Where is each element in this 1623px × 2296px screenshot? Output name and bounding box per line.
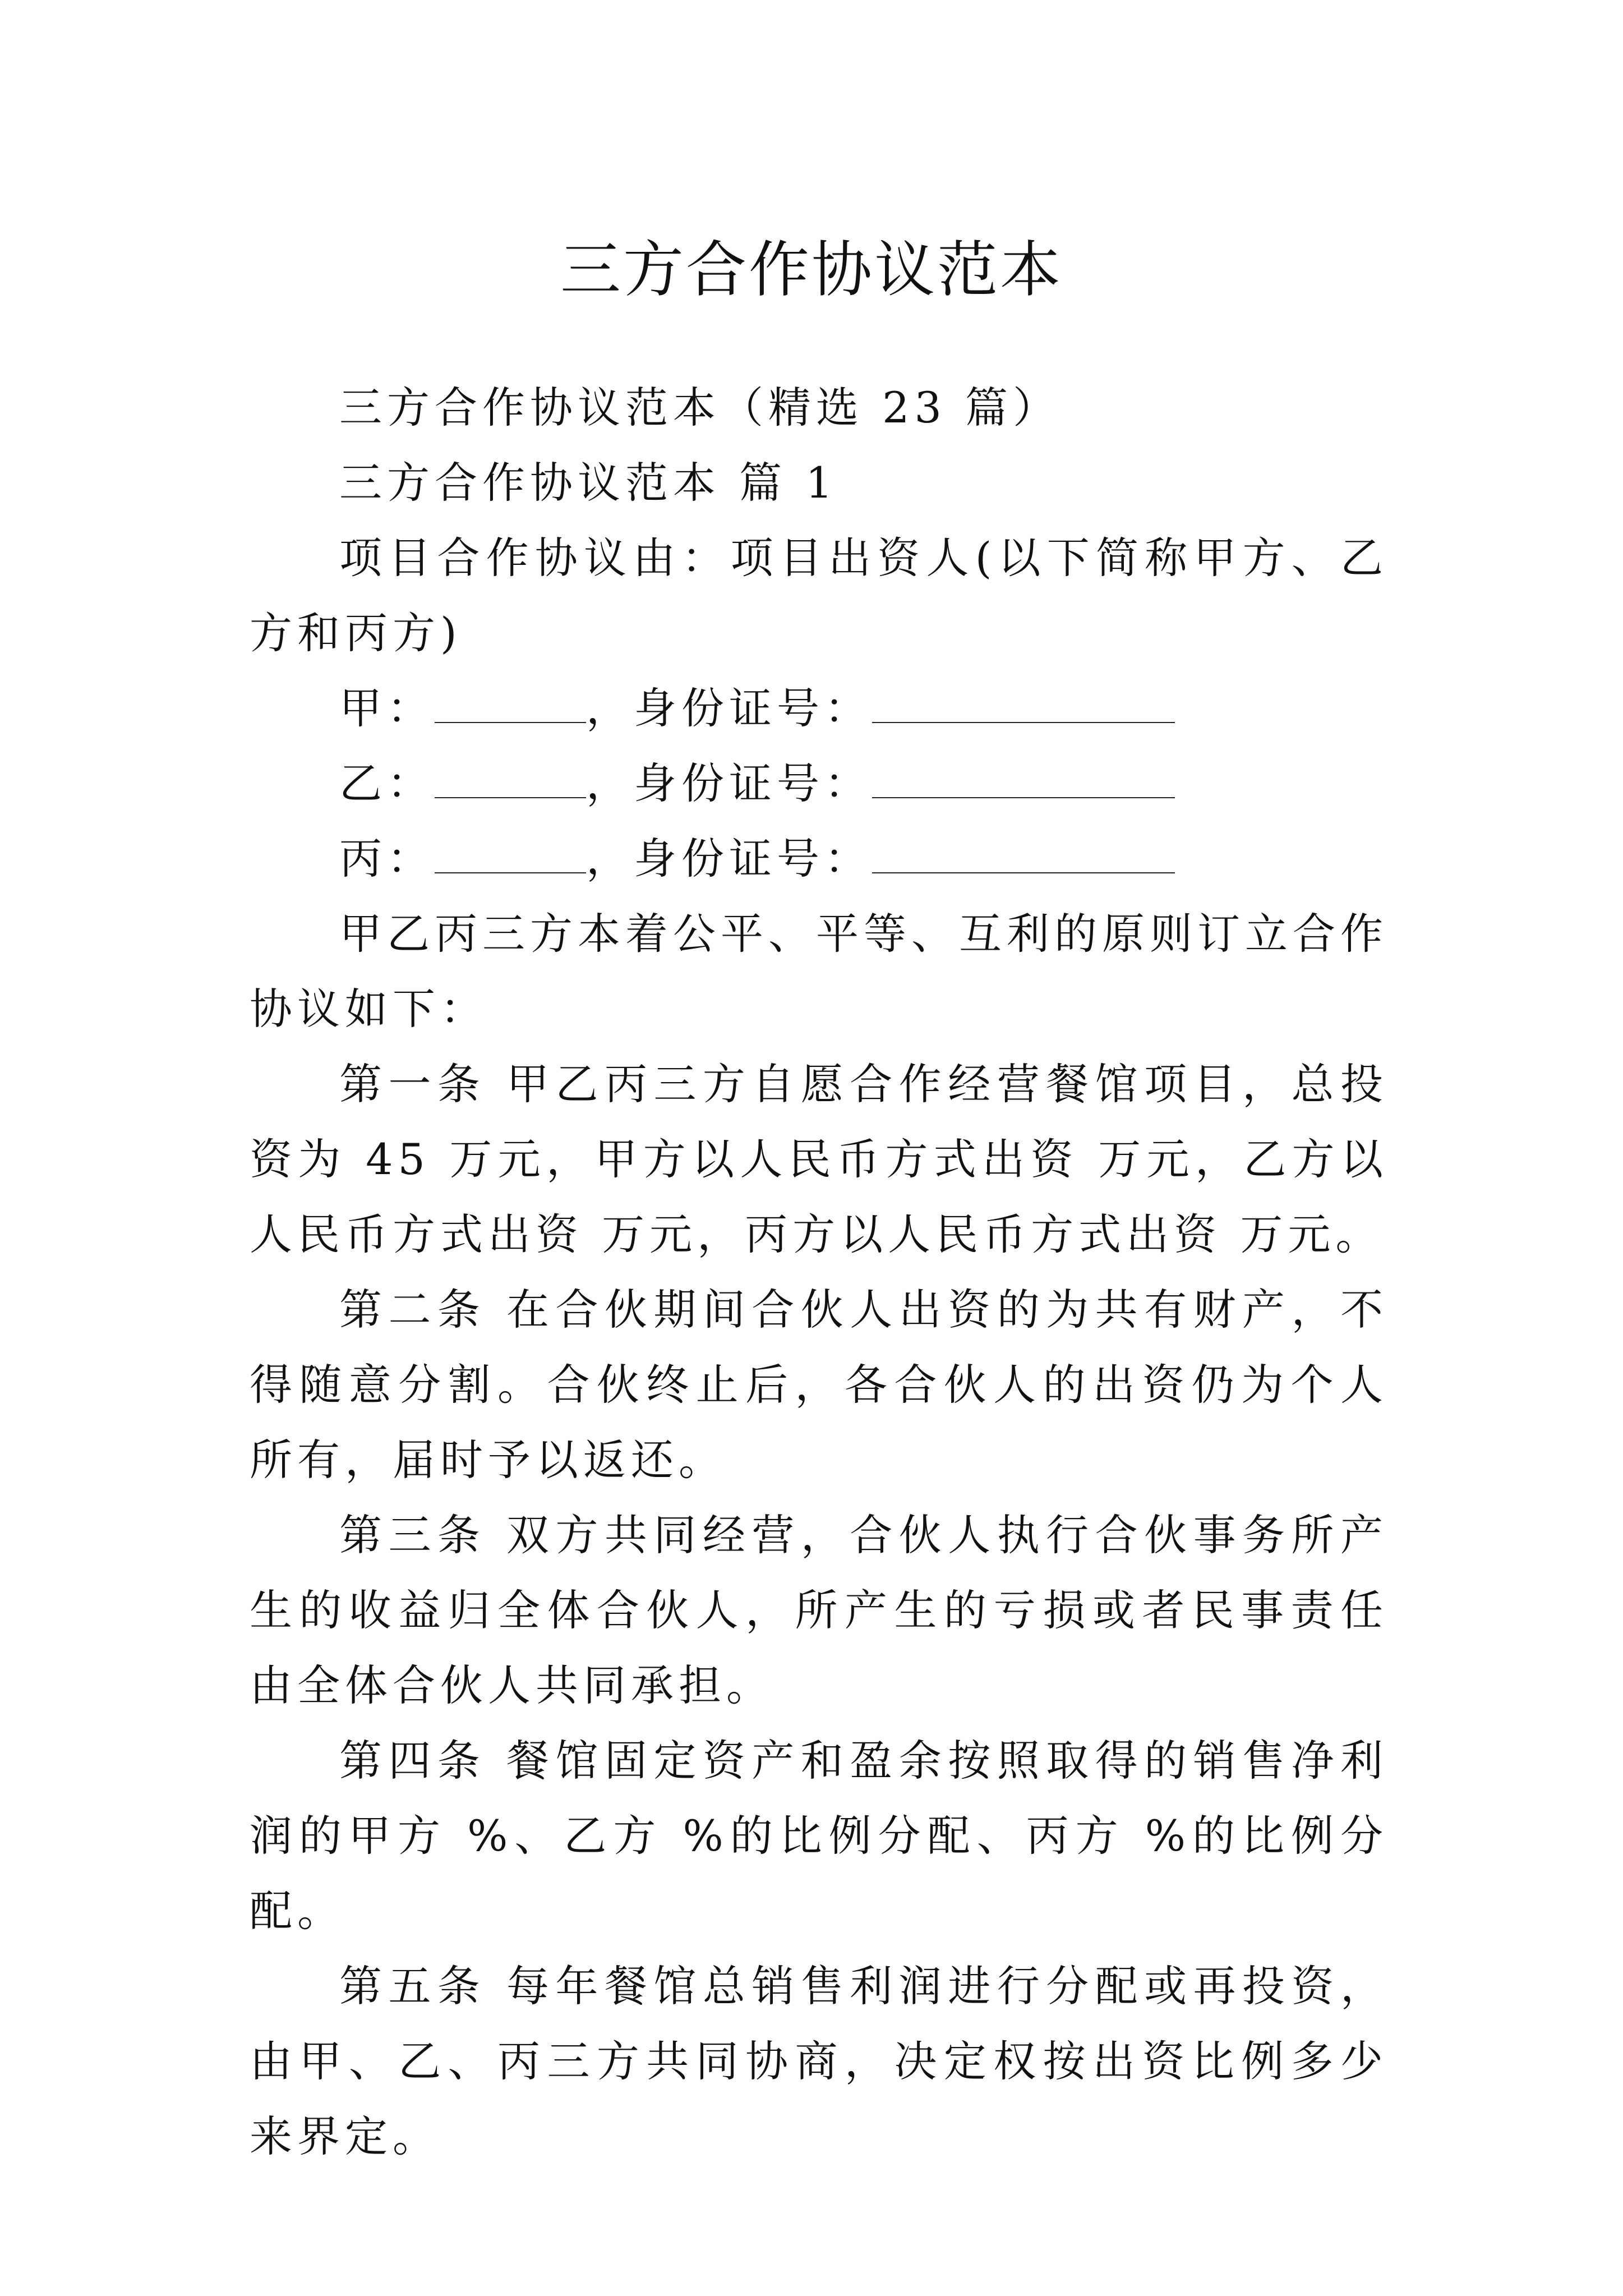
preamble-paragraph: 甲乙丙三方本着公平、平等、互利的原则订立合作协议如下： — [250, 909, 1388, 1034]
party-line-a — [250, 671, 1388, 746]
id-blank — [872, 758, 1175, 798]
party-label: 乙： — [339, 758, 435, 808]
name-blank — [435, 758, 586, 798]
party-label: 丙： — [339, 834, 435, 884]
party-line-b — [250, 746, 1388, 821]
article-3: 第三条 双方共同经营，合伙人执行合伙事务所产生的收益归全体合伙人，所产生的亏损或者民事责任由全体合伙人共同承担。 — [250, 1510, 1388, 1710]
intro-paragraph: 项目合作协议由：项目出资人(以下简称甲方、乙方和丙方) — [250, 533, 1388, 658]
party-label: 甲： — [339, 683, 435, 733]
subtitle: 三方合作协议范本（精选 23 篇） — [339, 383, 1061, 432]
id-label: ，身份证号： — [586, 758, 872, 808]
document-body — [250, 370, 1388, 2174]
id-blank — [872, 833, 1175, 873]
id-label: ，身份证号： — [586, 834, 872, 884]
name-blank — [435, 833, 586, 873]
name-blank — [435, 683, 586, 723]
article-4: 第四条 餐馆固定资产和盈余按照取得的销售净利润的甲方 %、乙方 %的比例分配、丙方 %的比例分配。 — [250, 1736, 1388, 1936]
article-2: 第二条 在合伙期间合伙人出资的为共有财产，不得随意分割。合伙终止后，各合伙人的出资仍为个人所有，届时予以返还。 — [250, 1285, 1388, 1485]
section-heading: 三方合作协议范本 篇 1 — [339, 458, 838, 508]
article-1: 第一条 甲乙丙三方自愿合作经营餐馆项目，总投资为 45 万元，甲方以人民币方式出资 万元，乙方以人民币方式出资 万元，丙方以人民币方式出资 万元。 — [250, 1059, 1388, 1259]
id-label: ，身份证号： — [586, 683, 872, 733]
party-line-c — [250, 821, 1388, 896]
article-5: 第五条 每年餐馆总销售利润进行分配或再投资，由甲、乙、丙三方共同协商，决定权按出资比例多少来界定。 — [250, 1961, 1388, 2161]
document-title: 三方合作协议范本 — [560, 235, 1063, 306]
id-blank — [872, 683, 1175, 723]
